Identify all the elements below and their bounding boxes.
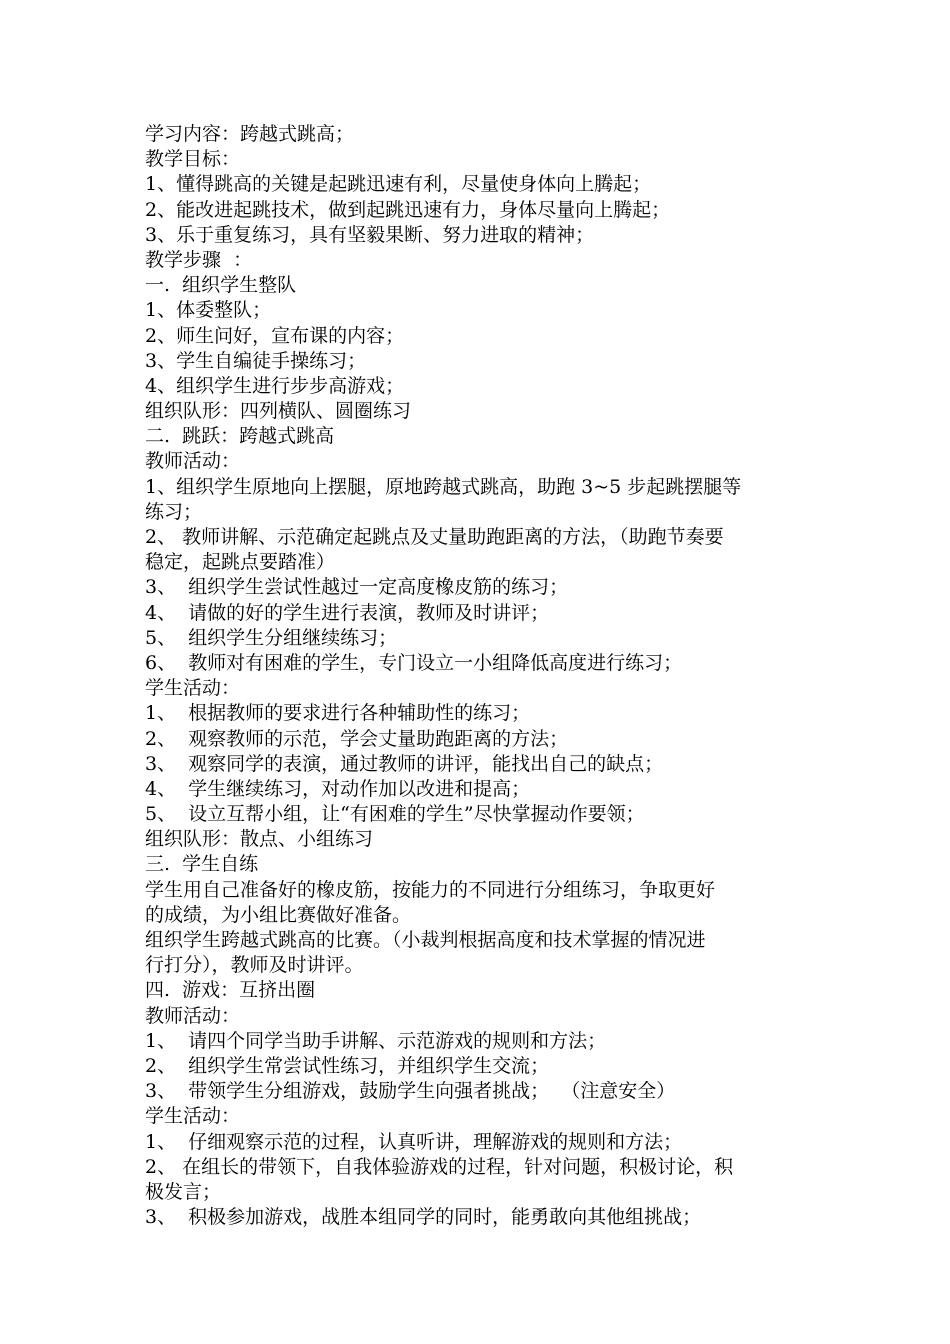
teacher-activity-heading: 教师活动： bbox=[145, 1004, 241, 1027]
activity-item: 1、 请四个同学当助手讲解、示范游戏的规则和方法； bbox=[145, 1029, 607, 1052]
activity-item: 2、 观察教师的示范，学会丈量助跑距离的方法； bbox=[145, 727, 569, 750]
goal-item: 3、乐于重复练习，具有坚毅果断、努力进取的精神； bbox=[145, 223, 595, 246]
activity-item: 3、 带领学生分组游戏，鼓励学生向强者挑战； （注意安全） bbox=[145, 1080, 676, 1103]
lesson-content-line: 学习内容：跨越式跳高； bbox=[145, 123, 355, 145]
activity-item: 1、组织学生原地向上摆腿，原地跨越式跳高，助跑 3~5 步起跳摆腿等 bbox=[145, 475, 742, 498]
paragraph-line: 的成绩，为小组比赛做好准备。 bbox=[145, 903, 412, 926]
activity-item: 4、 学生继续练习，对动作加以改进和提高； bbox=[145, 777, 531, 800]
teaching-goals-heading: 教学目标： bbox=[145, 148, 241, 171]
formation-line: 组织队形：四列横队、圆圈练习 bbox=[145, 400, 412, 423]
activity-item: 3、 观察同学的表演，通过教师的讲评，能找出自己的缺点； bbox=[145, 752, 664, 775]
formation-line: 组织队形：散点、小组练习 bbox=[145, 828, 374, 851]
step-item: 3、学生自编徒手操练习； bbox=[145, 349, 367, 372]
activity-item: 6、 教师对有困难的学生，专门设立一小组降低高度进行练习； bbox=[145, 651, 683, 674]
activity-item: 3、 积极参加游戏，战胜本组同学的同时，能勇敢向其他组挑战； bbox=[145, 1206, 702, 1229]
activity-item: 2、 在组长的带领下，自我体验游戏的过程，针对问题，积极讨论，积 bbox=[145, 1155, 734, 1178]
student-activity-heading: 学生活动： bbox=[145, 1105, 241, 1128]
activity-item: 2、 组织学生常尝试性练习，并组织学生交流； bbox=[145, 1054, 550, 1077]
teaching-steps-heading: 教学步骤 ： bbox=[145, 248, 253, 271]
activity-item: 2、 教师讲解、示范确定起跳点及丈量助跑距离的方法，（助跑节奏要 bbox=[145, 526, 724, 548]
activity-item: 5、 组织学生分组继续练习； bbox=[145, 626, 398, 649]
section-heading: 四. 游戏：互挤出圈 bbox=[145, 979, 316, 1002]
section-heading: 三. 学生自练 bbox=[145, 853, 259, 876]
step-item: 4、组织学生进行步步高游戏； bbox=[145, 374, 405, 397]
paragraph-line: 行打分），教师及时讲评。 bbox=[145, 954, 364, 977]
activity-item: 1、 根据教师的要求进行各种辅助性的练习； bbox=[145, 702, 531, 725]
activity-item-continued: 练习； bbox=[145, 500, 203, 523]
paragraph-line: 组织学生跨越式跳高的比赛。（小裁判根据高度和技术掌握的情况进 bbox=[145, 929, 706, 951]
activity-item: 4、 请做的好的学生进行表演，教师及时讲评； bbox=[145, 601, 550, 624]
activity-item: 1、 仔细观察示范的过程，认真听讲，理解游戏的规则和方法； bbox=[145, 1130, 683, 1153]
section-heading: 二. 跳跃：跨越式跳高 bbox=[145, 425, 335, 448]
student-activity-heading: 学生活动： bbox=[145, 677, 241, 700]
step-item: 2、师生问好，宣布课的内容； bbox=[145, 324, 405, 347]
section-heading: 一. 组织学生整队 bbox=[145, 274, 297, 297]
activity-item-continued: 稳定，起跳点要踏准） bbox=[145, 551, 336, 574]
activity-item-continued: 极发言； bbox=[145, 1180, 222, 1203]
goal-item: 2、能改进起跳技术，做到起跳迅速有力，身体尽量向上腾起； bbox=[145, 198, 671, 221]
document-body bbox=[145, 122, 815, 1230]
activity-item: 3、 组织学生尝试性越过一定高度橡皮筋的练习； bbox=[145, 576, 569, 599]
step-item: 1、体委整队； bbox=[145, 299, 272, 322]
goal-item: 1、懂得跳高的关键是起跳迅速有利，尽量使身体向上腾起； bbox=[145, 173, 652, 196]
paragraph-line: 学生用自己准备好的橡皮筋，按能力的不同进行分组练习，争取更好 bbox=[145, 878, 716, 901]
teacher-activity-heading: 教师活动： bbox=[145, 450, 241, 473]
activity-item: 5、 设立互帮小组，让“有困难的学生”尽快掌握动作要领； bbox=[145, 803, 645, 826]
